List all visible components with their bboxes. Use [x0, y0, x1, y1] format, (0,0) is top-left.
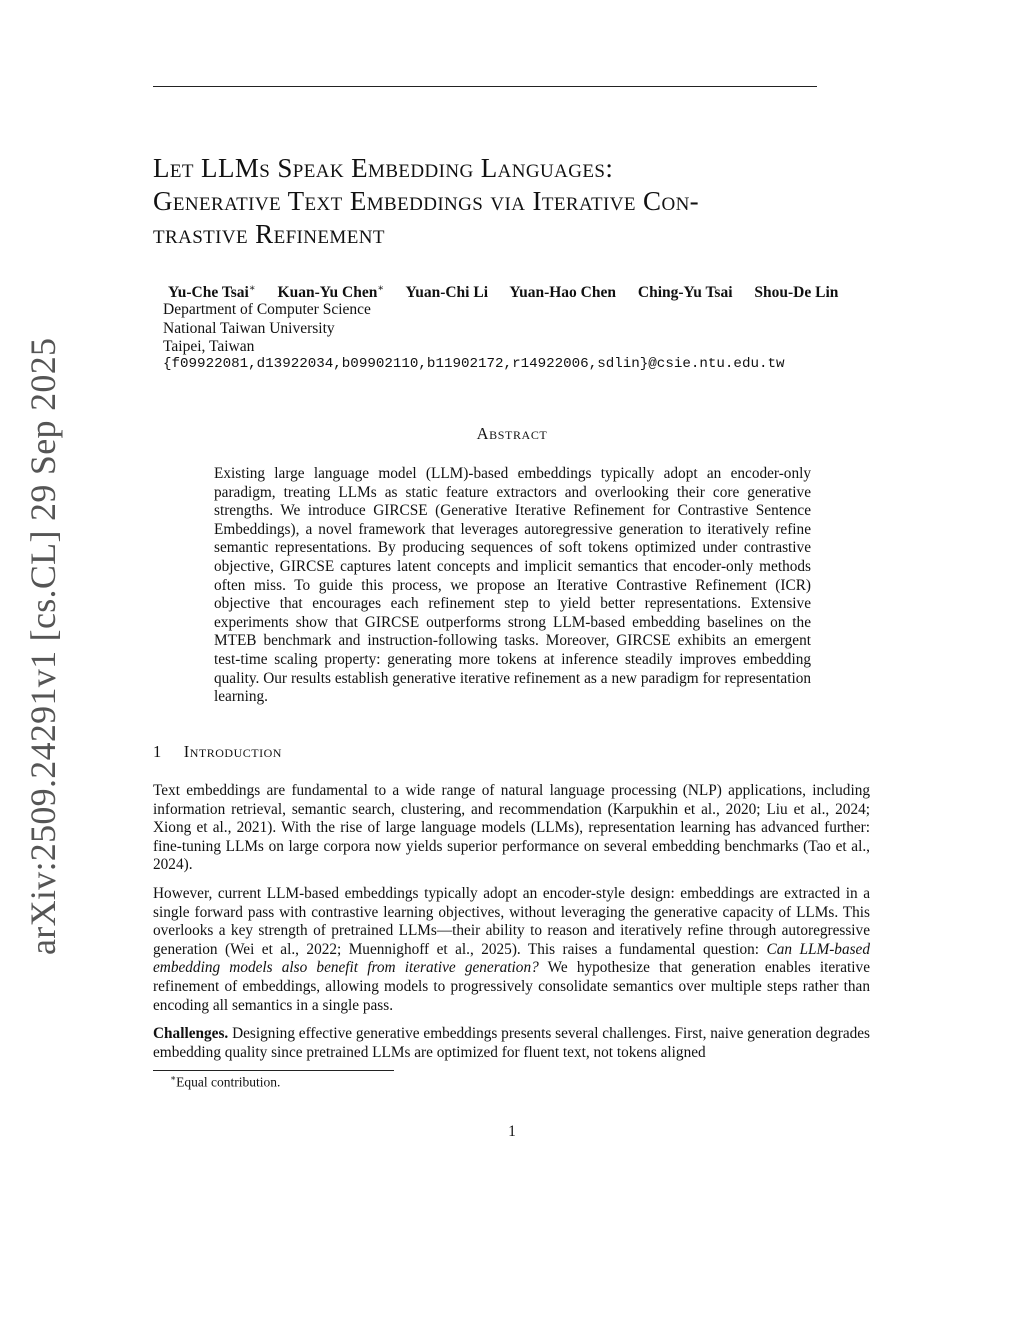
- location: Taipei, Taiwan: [163, 338, 255, 355]
- university: National Taiwan University: [163, 319, 335, 337]
- department: Department of Computer Science: [163, 301, 371, 318]
- intro-paragraph-2: However, current LLM-based embeddings typically adopt an encoder-style design: embeddings are extracted in a single forward pass with contrastive learning objectives, without leveraging the generative capacity of LLMs. This overlooks a key strength of pretrained LLMs—their ability to reason and iteratively refine through autoregressive generation (Wei et al., 2022; Muennighoff et al., 2025). This raises a fundamental question: Can LLM-based embedding models also benefit from iterative generation? We hypothesize that generation enables iterative refinement of embeddings, allowing models to progressively consolidate semantics over multiple steps rather than encoding all semantics in a single pass.: [153, 884, 870, 1014]
- author: Yuan-Hao Chen: [509, 284, 616, 302]
- paragraph-label: Challenges.: [153, 1025, 229, 1043]
- section-heading: [153, 742, 282, 762]
- author: Kuan-Yu Chen∗: [277, 283, 385, 302]
- section-number: 1: [153, 742, 162, 761]
- author: Yu-Che Tsai∗: [168, 283, 256, 302]
- footnote-mark: ∗: [170, 1073, 177, 1083]
- title-line-3: trastive Refinement: [153, 219, 385, 249]
- affiliation: [163, 301, 371, 357]
- footnote: [170, 1073, 280, 1091]
- author-list: [168, 283, 888, 302]
- paper-title: [153, 152, 893, 251]
- intro-paragraph-1: Text embeddings are fundamental to a wide range of natural language processing (NLP) applications, including information retrieval, semantic search, clustering, and recommendation (Karpukhin et al., 2020; Liu et al., 2024; Xiong et al., 2021). With the rise of large language models (LLMs), representation learning has advanced further: fine-tuning LLMs on large corpora now yields superior performance on several embedding benchmarks (Tao et al., 2024).: [153, 782, 870, 874]
- abstract-heading: Abstract: [476, 424, 548, 443]
- title-line-1: Let LLMs Speak Embedding Languages:: [153, 153, 614, 183]
- author: Yuan-Chi Li: [405, 284, 489, 302]
- abstract-text: Existing large language model (LLM)-based embeddings typically adopt an encoder-only paradigm, treating LLMs as static feature extractors and overlooking their core generative strengths. We introduce GIRCSE (Generative Iterative Refinement for Contrastive Sentence Embeddings), a novel framework that leverages autoregressive generation to iteratively refine semantic representations. By producing sequences of soft tokens optimized under contrastive objective, GIRCSE captures latent concepts and implicit semantics that encoder-only methods often miss. To guide this process, we propose an Iterative Contrastive Refinement (ICR) objective that encourages each refinement step to yield better representations. Extensive experiments show that GIRCSE outperforms strong LLM-based embedding baselines on the MTEB benchmark and instruction-following tasks. Moreover, GIRCSE exhibits an emergent test-time scaling property: generating more tokens at inference steadily improves embedding quality. Our results establish generative iterative refinement as a new paradigm for representation learning.: [214, 465, 811, 706]
- footnote-rule: [153, 1070, 394, 1071]
- footnote-text: Equal contribution.: [176, 1074, 281, 1090]
- research-question: Can LLM-based embedding models also benefit from iterative generation?: [153, 940, 870, 977]
- author: Ching-Yu Tsai: [637, 284, 733, 302]
- author: Shou-De Lin: [754, 284, 839, 302]
- title-line-2: Generative Text Embeddings via Iterative Con-: [153, 186, 700, 216]
- introduction-body: [153, 782, 870, 1072]
- author-emails[interactable]: {f09922081,d13922034,b09902110,b11902172,r14922006,sdlin}@csie.ntu.edu.tw: [163, 356, 785, 372]
- intro-paragraph-3: Challenges. Designing effective generative embeddings presents several challenges. First, naive generation degrades embedding quality since pretrained LLMs are optimized for fluent text, not tokens aligned: [153, 1025, 870, 1061]
- header-rule: [153, 86, 817, 87]
- page-number: 1: [508, 1123, 516, 1140]
- section-title: Introduction: [183, 742, 282, 761]
- arxiv-identifier[interactable]: arXiv:2509.24291v1 [cs.CL] 29 Sep 2025: [23, 337, 63, 955]
